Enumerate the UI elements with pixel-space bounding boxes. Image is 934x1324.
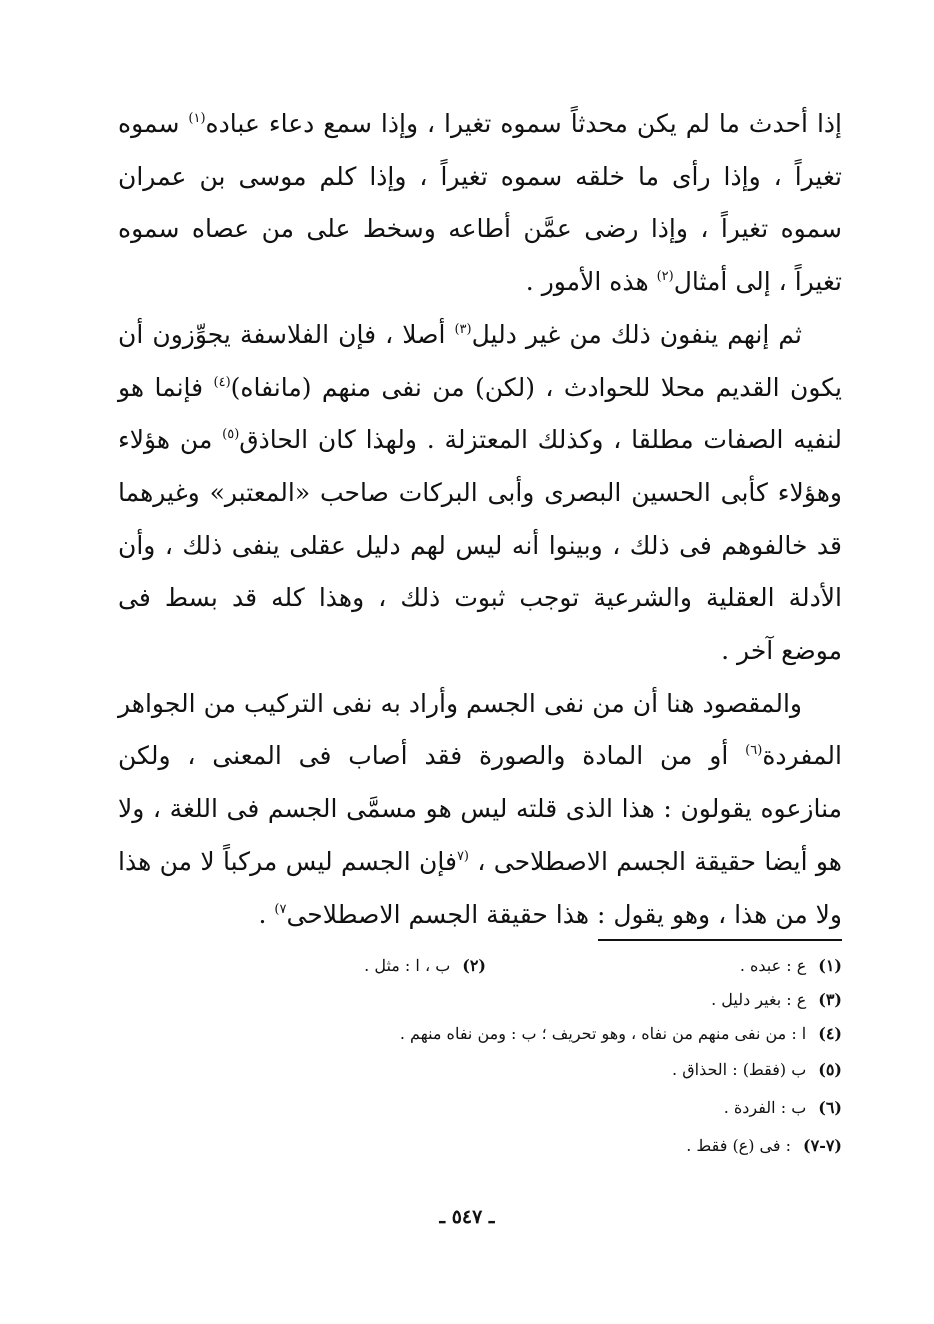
text-run: إذا أحدث ما لم يكن محدثاً سموه تغيرا ، وإذا سمع دعاء عباده [205, 109, 842, 138]
footnote-number: (٥) [818, 1060, 842, 1079]
footnote-number: (١) [818, 956, 842, 975]
footnote-marker: ٧) [274, 901, 287, 917]
footnote-marker: (٦) [745, 743, 763, 759]
text-run: أصلا ، فإن الفلاسفة يجوِّزون أن يكون القديم محلا للحوادث ، (لكن) من نفى منهم (مانفاه) [118, 319, 842, 402]
text-run: أو من المادة والصورة فقد أصاب فى المعنى ، ولكن منازعوه يقولون : هذا الذى قلته ليس هو مسمَّى الجسم فى اللغة ، ولا هو أيضا حقيقة الجسم الاصطلاحى ، [118, 741, 842, 876]
paragraph [118, 98, 842, 309]
footnote-4 [400, 1024, 842, 1044]
footnote-number: (٦) [818, 1098, 842, 1117]
footnote-text: ب : الفردة . [723, 1098, 807, 1117]
footnote-1 [740, 956, 842, 976]
footnote-text: ب (فقط) : الحذاق . [672, 1060, 807, 1079]
footnote-marker: (٧ [456, 848, 469, 864]
footnote-marker: (٢) [656, 269, 674, 285]
page-number: ـ ٥٤٧ ـ [439, 1206, 495, 1228]
footnote-5 [672, 1060, 842, 1080]
footnote-3 [711, 990, 842, 1010]
paragraph [118, 678, 842, 942]
main-text [118, 98, 842, 941]
text-run: سموه تغيراً ، وإذا رأى ما خلقه سموه تغيراً ، وإذا كلم موسى بن عمران سموه تغيراً ، وإذا رضى عمَّن أطاعه وسخط على من عصاه سموه تغيراً ، إلى أمثال [118, 109, 842, 297]
footnote-text: : فى (ع) فقط . [686, 1136, 792, 1155]
footnote-text: ب ، ا : مثل . [364, 956, 451, 975]
text-run: والمقصود هنا أن من نفى الجسم وأراد به نفى التركيب من الجواهر المفردة [118, 688, 842, 771]
text-run: ثم إنهم ينفون ذلك من غير دليل [471, 319, 802, 349]
footnote-marker: (٣) [454, 321, 472, 337]
text-run: فإنما هو لنفيه الصفات مطلقا ، وكذلك المعتزلة . ولهذا كان الحاذق [118, 372, 842, 455]
footnote-number: (٣) [818, 990, 842, 1009]
footnote-number: (٢) [462, 956, 486, 975]
footnote-text: ا : من نفى منهم من نفاه ، وهو تحريف ؛ ب : ومن نفاه منهم . [399, 1024, 807, 1043]
footnote-marker: (١) [188, 111, 206, 126]
footnote-marker: (٥) [222, 427, 240, 443]
footnote-marker: (٤) [213, 374, 231, 390]
footnote-separator [598, 939, 842, 941]
footnote-6 [724, 1098, 842, 1118]
footnote-text: ع : بغير دليل . [711, 990, 807, 1009]
text-run: من هؤلاء وهؤلاء كأبى الحسين البصرى وأبى البركات صاحب «المعتبر» وغيرهما قد خالفوهم فى ذلك ، وبينوا أنه ليس لهم دليل عقلى ينفى ذلك ، وأن الأدلة العقلية والشرعية توجب ثبوت ذلك ، وهذا كله قد بسط فى موضع آخر . [118, 425, 842, 666]
text-run: فإن الجسم ليس مركباً لا من هذا ولا من هذا ، وهو يقول : هذا حقيقة الجسم الاصطلاحى [118, 846, 842, 929]
footnote-number: (٧-٧) [803, 1136, 842, 1155]
footnote-2 [364, 956, 486, 976]
paragraph [118, 309, 842, 678]
text-run: هذه الأمور . [525, 267, 657, 297]
footnote-7 [686, 1136, 842, 1156]
footnote-number: (٤) [818, 1024, 842, 1043]
footnote-text: ع : عبده . [739, 956, 807, 975]
text-run: . [258, 899, 275, 929]
